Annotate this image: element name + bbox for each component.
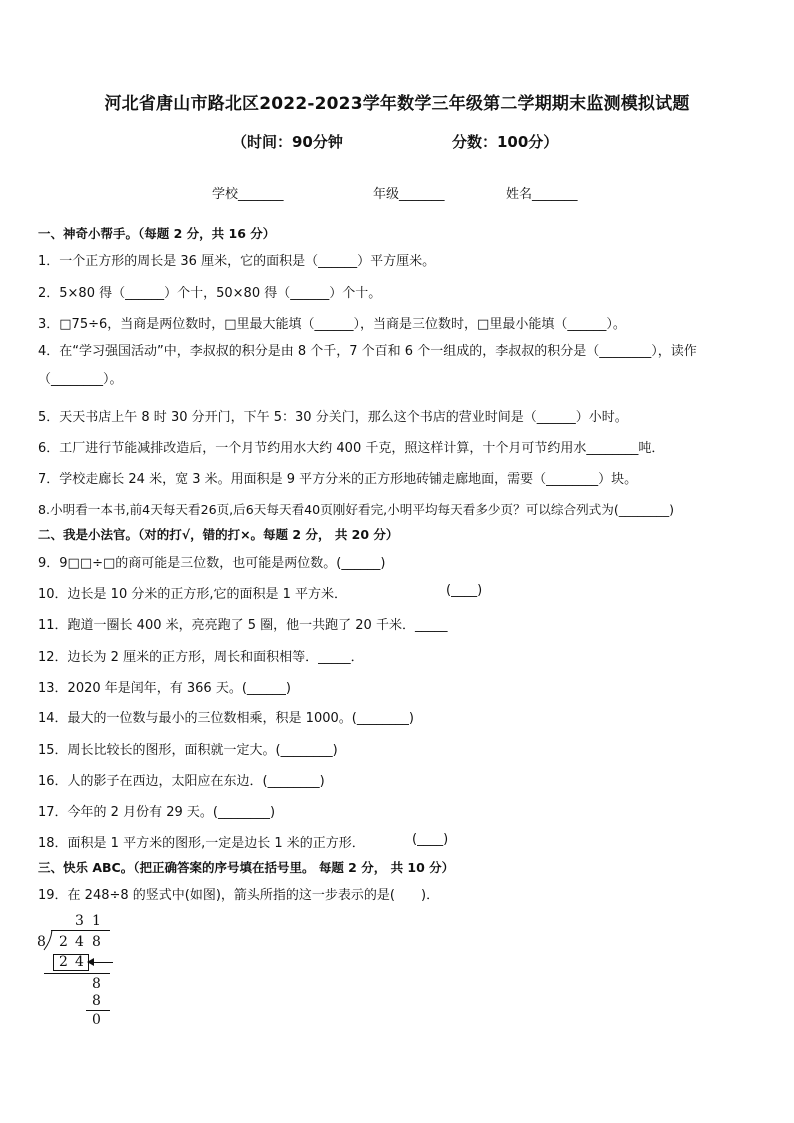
grade-field[interactable]: 年级_______ [373,187,445,202]
question-14: 14．最大的一位数与最小的三位数相乘，积是 1000。(________) [38,711,414,726]
question-6: 6．工厂进行节能减排改造后，一个月节约用水大约 400 千克，照这样计算，十个月可节约用水________吨． [38,441,665,456]
question-16: 16．人的影子在西边，太阳应在东边．(________) [38,774,325,789]
quotient-digit: 1 [92,913,101,929]
question-18-answer-blank[interactable]: (____) [412,832,449,847]
subtraction-line [44,973,110,974]
question-1: 1．一个正方形的周长是 36 厘米，它的面积是（______）平方厘米。 [38,254,436,269]
question-8: 8.小明看一本书,前4天每天看26页,后6天每天看40页刚好看完,小明平均每天看多少页？可以综合列式为(________) [38,502,675,517]
exam-time: （时间：90分钟 [232,133,343,151]
subtraction-line [86,1010,110,1011]
question-10-answer-blank[interactable]: (____) [446,583,483,598]
question-3: 3．□75÷6，当商是两位数时，□里最大能填（______），当商是三位数时，□里最小能填（______）。 [38,317,626,332]
question-7: 7．学校走廊长 24 米，宽 3 米。用面积是 9 平方分米的正方形地砖铺走廊地面，需要（________）块。 [38,472,638,487]
arrow-shaft [93,962,113,963]
question-4: 4．在“学习强国活动”中，李叔叔的积分是由 8 个千，7 个百和 6 个一组成的，李叔叔的积分是（________），读作（________）。 [38,344,697,387]
name-field[interactable]: 姓名_______ [506,187,578,202]
section-2-heading: 二、我是小法官。（对的打√，错的打×。每题 2 分， 共 20 分） [38,527,399,542]
step-digit: 8 [92,976,101,992]
question-11: 11．跑道一圈长 400 米，亮亮跑了 5 圈，他一共跑了 20 千米．_____ [38,618,448,633]
question-18: 18．面积是 1 平方米的图形,一定是边长 1 米的正方形． [38,836,365,851]
question-12: 12．边长为 2 厘米的正方形，周长和面积相等．_____． [38,650,364,665]
step-digit: 2 [59,954,68,970]
question-17: 17．今年的 2 月份有 29 天。(________) [38,805,276,820]
section-1-heading: 一、神奇小帮手。（每题 2 分，共 16 分） [38,226,276,241]
question-5: 5．天天书店上午 8 时 30 分开门，下午 5：30 分关门，那么这个书店的营业时间是（______）小时。 [38,410,628,425]
question-9: 9．9□□÷□的商可能是三位数，也可能是两位数。(______) [38,556,386,571]
divisor: 8 [37,934,46,950]
remainder: 0 [92,1012,101,1028]
question-15: 15．周长比较长的图形，面积就一定大。(________) [38,743,338,758]
dividend-digit: 2 [59,934,68,950]
question-13: 13．2020 年是闰年，有 366 天。(______) [38,681,291,696]
question-2: 2．5×80 得（______）个十，50×80 得（______）个十。 [38,286,382,301]
question-10: 10．边长是 10 分米的正方形,它的面积是 1 平方米． [38,587,348,602]
question-19: 19．在 248÷8 的竖式中(如图)，箭头所指的这一步表示的是( )． [38,888,440,903]
exam-score: 分数：100分） [452,133,559,151]
step-digit: 4 [75,954,84,970]
dividend-digit: 4 [75,934,84,950]
school-field[interactable]: 学校_______ [212,187,284,202]
dividend-digit: 8 [92,934,101,950]
quotient-digit: 3 [75,913,84,929]
section-3-heading: 三、快乐 ABC。（把正确答案的序号填在括号里。 每题 2 分， 共 10 分） [38,860,455,875]
division-bar [51,930,110,931]
step-digit: 8 [92,993,101,1009]
page-title: 河北省唐山市路北区2022-2023学年数学三年级第二学期期末监测模拟试题 [104,94,690,114]
